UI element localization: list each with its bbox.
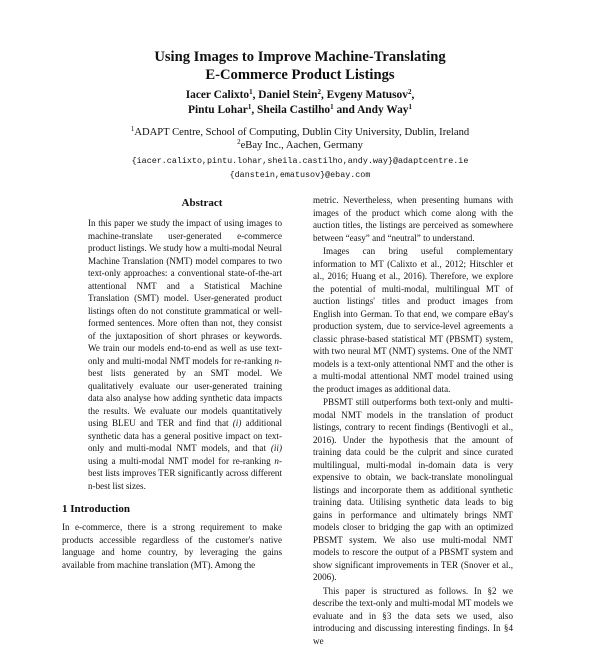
author-name: , Sheila Castilho bbox=[251, 104, 330, 116]
affiliation-mark: 2 bbox=[237, 138, 241, 146]
email-ebay[interactable]: {danstein,ematusov}@ebay.com bbox=[60, 168, 540, 182]
author-line-2 bbox=[60, 103, 540, 118]
paragraph: This paper is structured as follows. In §2 we describe the text-only and multi-modal MT models we evaluate and in §3 the data sets we used, also introducing and discussing interesting findings. In §4 we bbox=[313, 585, 513, 647]
author-affiliation-mark: 2 bbox=[317, 88, 321, 96]
paragraph: PBSMT still outperforms both text-only and multi-modal NMT models in the translation of product listings, contrary to recent findings (Bentivogli et al., 2016). Under the hypothesis that the amount of training data could be the culprit and since curated multilingual, multi-modal in-domain data is very expensive to obtain, we back-translate monolingual listings and incorporate them as additional synthetic training data. Utilising synthetic data leads to big gains in performance and ultimately brings NMT models closer to bridging the gap with an optimized PBSMT system. We also use multi-modal NMT models to rescore the output of a PBSMT system and show significant improvements in TER (Snover et al., 2006). bbox=[313, 396, 513, 584]
paragraph: metric. Nevertheless, when presenting humans with images of the product which come along with the auction titles, the listings are perceived as somewhere between “easy” and “neutral” to understand. bbox=[313, 194, 513, 244]
affiliation-1: $^1$ADAPT Centre, School of Computing, Dublin City University, Dublin, Ireland bbox=[60, 126, 540, 139]
left-column bbox=[82, 197, 282, 571]
author-name: and Andy Way bbox=[334, 104, 409, 116]
author-affiliation-mark: 1 bbox=[408, 103, 412, 111]
abstract-heading: Abstract bbox=[82, 197, 282, 209]
author-name: Iacer Calixto bbox=[186, 89, 249, 101]
author-list bbox=[60, 88, 540, 118]
email-adapt[interactable]: {iacer.calixto,pintu.lohar,sheila.castilho,andy.way}@adaptcentre.ie bbox=[60, 154, 540, 168]
paper-title bbox=[60, 48, 540, 84]
introduction-text: In e-commerce, there is a strong requirement to make products accessible regardless of the customer's native language and home country, by leveraging the gains available from machine translation (MT). Among the bbox=[62, 521, 282, 571]
author-affiliation-mark: 1 bbox=[248, 103, 252, 111]
section-heading-introduction: 1 Introduction bbox=[62, 503, 282, 515]
author-line-1 bbox=[60, 88, 540, 103]
author-separator: , bbox=[411, 89, 414, 101]
right-column bbox=[313, 194, 513, 647]
affiliations bbox=[60, 126, 540, 182]
title-line-2: E-Commerce Product Listings bbox=[60, 66, 540, 84]
author-affiliation-mark: 1 bbox=[249, 88, 253, 96]
author-affiliation-mark: 1 bbox=[330, 103, 334, 111]
author-name: Pintu Lohar bbox=[188, 104, 248, 116]
abstract-text: In this paper we study the impact of using images to machine-translate user-generated e-commerce product listings. We study how a multi-modal Neural Machine Translation (NMT) model compares to two text-only approaches: a conventional state-of-the-art attentional NMT and a Statistical Machine Translation (SMT) model. User-generated product listings often do not constitute grammatical or well-formed sentences. More often than not, they consist of the juxtaposition of short phrases or keywords. We train our models end-to-end as well as use text-only and multi-modal NMT models for re-ranking n-best lists generated by an SMT model. We qualitatively evaluate our user-generated training data also analyse how adding synthetic data impacts the results. We evaluate our models quantitatively using BLEU and TER and find that (i) additional synthetic data has a general positive impact on text-only and multi-modal NMT models, and that (ii) using a multi-modal NMT model for re-ranking n-best lists improves TER significantly across different n-best list sizes. bbox=[88, 217, 282, 492]
author-affiliation-mark: 2 bbox=[408, 88, 412, 96]
author-name: , Daniel Stein bbox=[253, 89, 318, 101]
affiliation-mark: 1 bbox=[131, 125, 135, 133]
title-line-1: Using Images to Improve Machine-Translating bbox=[60, 48, 540, 66]
paragraph: Images can bring useful complementary information to MT (Calixto et al., 2012; Hitschler et al., 2016; Huang et al., 2016). Therefore, we explore the potential of multi-modal, multilingual MT of auction listings' titles and product images from English into German. To that end, we compare eBay's production system, due to service-level agreements a classic phrase-based statistical MT (PBSMT) system, with two neural MT (NMT) systems. One of the NMT models is a text-only attentional NMT and the other is a multi-modal attentional NMT model trained using the product images as additional data. bbox=[313, 245, 513, 395]
affiliation-2: $^2$eBay Inc., Aachen, Germany bbox=[60, 139, 540, 152]
author-name: , Evgeny Matusov bbox=[321, 89, 408, 101]
